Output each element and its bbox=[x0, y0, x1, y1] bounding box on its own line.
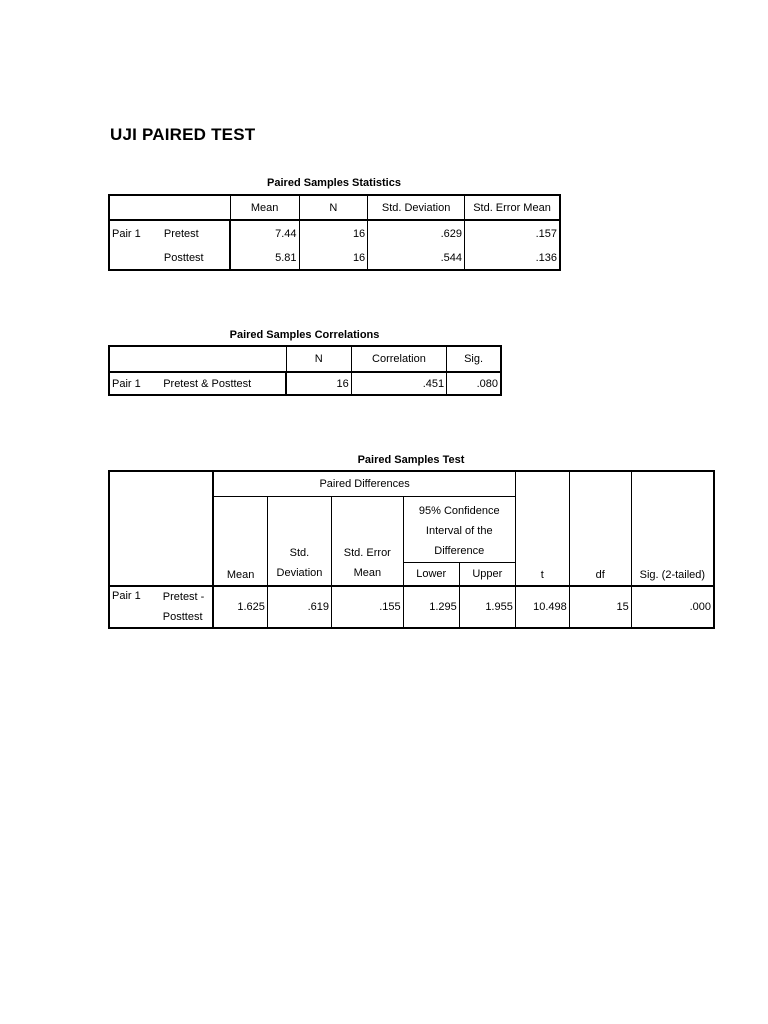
stats-row-label: Pretest bbox=[163, 228, 199, 240]
test-header-upper: Upper bbox=[459, 562, 515, 586]
corr-header-sig: Sig. bbox=[447, 346, 501, 372]
test-group-header-row bbox=[109, 471, 714, 496]
corr-cell-correlation: .451 bbox=[351, 372, 446, 395]
test-pair-label: Pair 1 bbox=[112, 590, 141, 602]
corr-header-empty bbox=[161, 346, 286, 372]
stats-header-empty bbox=[162, 195, 230, 220]
test-header-sd bbox=[267, 496, 331, 586]
test-cell-sd: .619 bbox=[267, 586, 331, 628]
stats-cell-n: 16 bbox=[299, 220, 368, 247]
test-header-paired-differences: Paired Differences bbox=[213, 471, 515, 496]
stats-header-row bbox=[109, 195, 560, 220]
test-header-lower: Lower bbox=[403, 562, 459, 586]
corr-caption: Paired Samples Correlations bbox=[229, 329, 380, 341]
stats-caption: Paired Samples Statistics bbox=[267, 177, 401, 189]
stats-header-mean: Mean bbox=[230, 195, 299, 220]
stats-cell-se: .136 bbox=[465, 247, 560, 270]
test-header-df: df bbox=[569, 471, 631, 586]
stats-cell-se: .157 bbox=[465, 220, 560, 247]
test-row-label-line: Pretest - bbox=[162, 591, 205, 603]
test-row-label-line: Posttest bbox=[162, 611, 203, 623]
stats-cell-mean: 5.81 bbox=[230, 247, 299, 270]
test-row-label bbox=[161, 586, 214, 628]
corr-header-row bbox=[109, 346, 501, 372]
test-cell-df: 15 bbox=[569, 586, 631, 628]
corr-pair-label: Pair 1 bbox=[112, 377, 141, 390]
test-header-ci-line: 95% Confidence bbox=[418, 504, 500, 517]
test-cell-lower: 1.295 bbox=[403, 586, 459, 628]
test-cell-mean: 1.625 bbox=[213, 586, 267, 628]
test-header-ci-line: Difference bbox=[434, 544, 485, 557]
paired-samples-test-table bbox=[108, 470, 715, 629]
stats-row bbox=[109, 220, 560, 247]
corr-cell-n: 16 bbox=[286, 372, 351, 395]
stats-cell-mean: 7.44 bbox=[230, 220, 299, 247]
stats-row bbox=[109, 247, 560, 270]
stats-header-se: Std. Error Mean bbox=[465, 195, 560, 220]
stats-cell-n: 16 bbox=[299, 247, 368, 270]
test-header-sd-line: Deviation bbox=[276, 567, 323, 579]
stats-pair-empty bbox=[109, 247, 162, 270]
test-header-ci-line: Interval of the bbox=[425, 524, 493, 537]
corr-header-n: N bbox=[286, 346, 351, 372]
test-header-empty bbox=[109, 471, 161, 586]
test-cell-sig: .000 bbox=[631, 586, 714, 628]
corr-cell-sig: .080 bbox=[447, 372, 501, 395]
test-caption: Paired Samples Test bbox=[357, 454, 465, 466]
test-header-se bbox=[332, 496, 404, 586]
test-header-se-line: Std. Error bbox=[343, 547, 391, 559]
stats-row-label: Posttest bbox=[163, 252, 204, 264]
corr-row-label: Pretest & Posttest bbox=[163, 377, 252, 390]
stats-header-empty bbox=[109, 195, 162, 220]
stats-pair-label: Pair 1 bbox=[112, 228, 141, 240]
stats-header-sd: Std. Deviation bbox=[368, 195, 465, 220]
test-header-mean: Mean bbox=[213, 496, 267, 586]
stats-header-n: N bbox=[299, 195, 368, 220]
test-header-empty bbox=[161, 471, 214, 586]
corr-row bbox=[109, 372, 501, 395]
paired-samples-statistics-table bbox=[108, 194, 561, 271]
test-cell-se: .155 bbox=[332, 586, 404, 628]
test-row bbox=[109, 586, 714, 628]
test-cell-upper: 1.955 bbox=[459, 586, 515, 628]
test-header-se-line: Mean bbox=[353, 567, 382, 579]
paired-samples-correlations-table bbox=[108, 345, 502, 396]
test-header-sd-line: Std. bbox=[289, 547, 310, 559]
corr-header-empty bbox=[109, 346, 161, 372]
test-header-ci bbox=[403, 496, 515, 562]
test-header-t: t bbox=[515, 471, 569, 586]
stats-cell-sd: .544 bbox=[368, 247, 465, 270]
test-cell-t: 10.498 bbox=[515, 586, 569, 628]
corr-header-correlation: Correlation bbox=[351, 346, 446, 372]
stats-cell-sd: .629 bbox=[368, 220, 465, 247]
test-header-sig: Sig. (2-tailed) bbox=[631, 471, 714, 586]
document-title: UJI PAIRED TEST bbox=[110, 125, 256, 144]
